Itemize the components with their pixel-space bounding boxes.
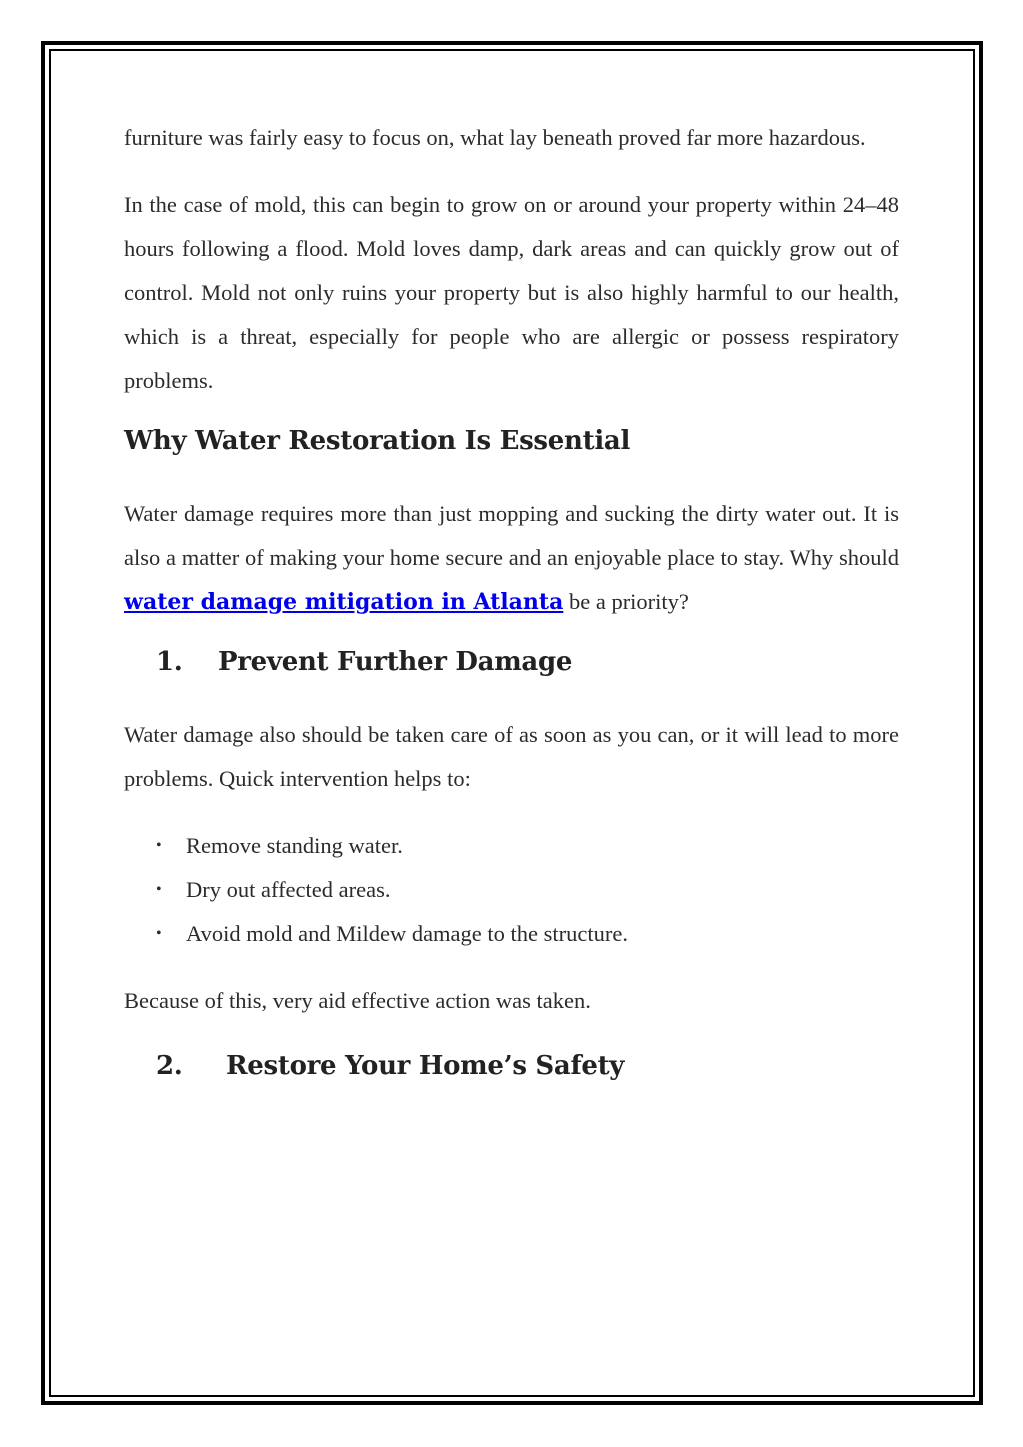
bullet-icon: •	[156, 925, 162, 942]
heading-text: Restore Your Home’s Safety	[226, 1051, 625, 1081]
paragraph-quick-intervention: Water damage also should be taken care of as soon as you can, or it will lead to more problems. Quick intervention helps to:	[124, 722, 899, 791]
paragraph-mold-growth: In the case of mold, this can begin to grow on or around your property within 24–48 hours following a flood. Mold loves damp, dark areas and can quickly grow out of control. Mold not only ruins your property but is also highly harmful to our health, which is a threat, especially for people who are allergic or possess respiratory problems.	[124, 192, 899, 393]
water-damage-mitigation-link[interactable]: water damage mitigation in Atlanta	[124, 589, 564, 615]
document-body	[124, 116, 899, 1081]
paragraph-mold-intro: furniture was fairly easy to focus on, what lay beneath proved far more hazardous.	[124, 125, 866, 150]
heading-restore-home-safety	[156, 1051, 899, 1081]
list-item-text: Dry out affected areas.	[186, 877, 391, 902]
bullet-icon: •	[156, 881, 162, 898]
heading-text: Prevent Further Damage	[218, 647, 573, 677]
list-item-text: Avoid mold and Mildew damage to the structure.	[186, 921, 628, 946]
bullet-list	[124, 824, 899, 956]
heading-why-water-restoration: Why Water Restoration Is Essential	[124, 426, 631, 456]
list-item	[124, 868, 899, 912]
list-item	[124, 824, 899, 868]
heading-number: 1.	[156, 647, 183, 677]
paragraph-text-end: be a priority?	[563, 589, 689, 614]
paragraph-action-taken: Because of this, very aid effective action was taken.	[124, 988, 591, 1013]
paragraph-text-start: Water damage requires more than just mopping and sucking the dirty water out. It is also a matter of making your home secure and an enjoyable place to stay. Why should	[124, 501, 899, 570]
heading-prevent-further-damage	[156, 647, 899, 677]
list-item-text: Remove standing water.	[186, 833, 403, 858]
bullet-icon: •	[156, 837, 162, 854]
paragraph-water-damage	[124, 492, 899, 624]
list-item	[124, 912, 899, 956]
heading-number: 2.	[156, 1051, 183, 1081]
